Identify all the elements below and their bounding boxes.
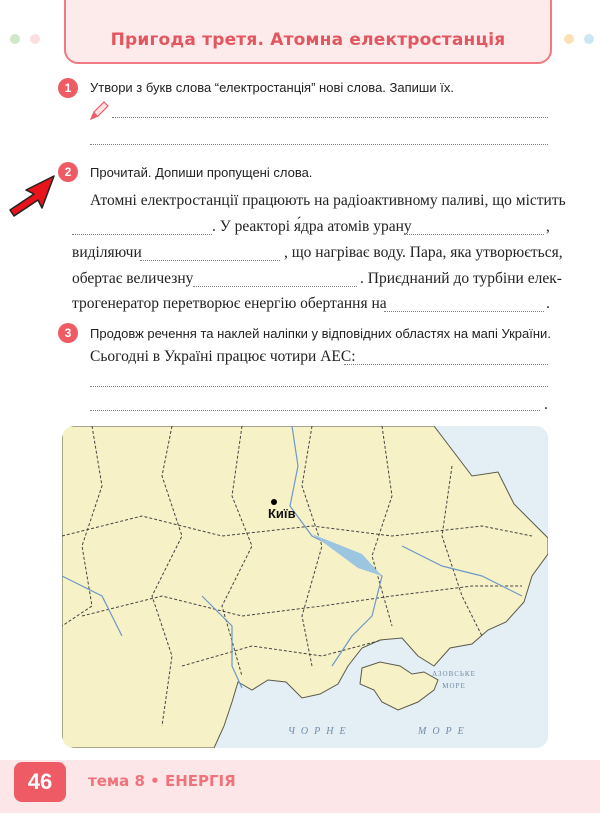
pencil-icon (88, 100, 110, 122)
decor-dot (30, 34, 40, 44)
answer-line[interactable] (90, 410, 540, 411)
black-sea-label-2: МОРЕ (418, 726, 470, 737)
answer-line[interactable] (90, 144, 548, 145)
decor-dot (10, 34, 20, 44)
azov-sea-label-line-1: АЗОВСЬКЕ (432, 670, 476, 678)
blank-field[interactable] (384, 311, 544, 312)
ukraine-land (62, 426, 548, 748)
text-fragment: . У реакторі я́дра атомів урану (212, 218, 412, 235)
task-3-instruction: Продовж речення та наклей наліпки у відповідних областях на мапі України. (90, 326, 551, 341)
azov-sea-label-line-2: МОРЕ (442, 682, 466, 690)
city-label-kyiv: Київ (268, 506, 296, 521)
task-number-2: 2 (58, 162, 78, 182)
blank-field[interactable] (404, 234, 544, 235)
map-graphic (62, 426, 548, 748)
text-fragment: обертає величезну (72, 270, 194, 287)
text-fragment: . Приєднаний до турбіни елек- (360, 270, 562, 287)
footer-topic: тема 8 • ЕНЕРГІЯ (88, 772, 236, 790)
text-line: Атомні електростанції працюють на радіоактивному паливі, що містить (90, 192, 566, 209)
text-fragment: трогенератор перетворює енергію обертання на (72, 295, 387, 312)
task-number-3: 3 (58, 323, 78, 343)
task-2-instruction: Прочитай. Допиши пропущені слова. (90, 165, 313, 180)
decor-dot (584, 34, 594, 44)
page-number: 46 (14, 762, 66, 802)
task-1-instruction: Утвори з букв слова “електростанція” нові слова. Запиши їх. (90, 80, 454, 95)
text-fragment: виділяючи (72, 244, 142, 261)
red-arrow-icon (4, 172, 56, 218)
text-fragment: , що нагріває воду. Пара, яка утворюється, (284, 244, 563, 261)
text-fragment: , (546, 218, 550, 235)
answer-line[interactable] (112, 117, 548, 118)
answer-line[interactable] (344, 364, 548, 365)
azov-sea-label (414, 668, 494, 692)
answer-line[interactable] (90, 386, 548, 387)
blank-field[interactable] (140, 260, 280, 261)
end-dot: . (544, 396, 548, 413)
page-title: Пригода третя. Атомна електростанція (110, 30, 506, 50)
black-sea-label-1: ЧОРНЕ (288, 726, 352, 737)
task-3-sentence: Сьогодні в Україні працює чотири АЕС: (90, 348, 356, 365)
task-number-1: 1 (58, 78, 78, 98)
blank-field[interactable] (193, 286, 357, 287)
map-of-ukraine[interactable] (62, 426, 548, 748)
text-fragment: . (546, 295, 550, 312)
decor-dot (564, 34, 574, 44)
blank-field[interactable] (72, 234, 212, 235)
